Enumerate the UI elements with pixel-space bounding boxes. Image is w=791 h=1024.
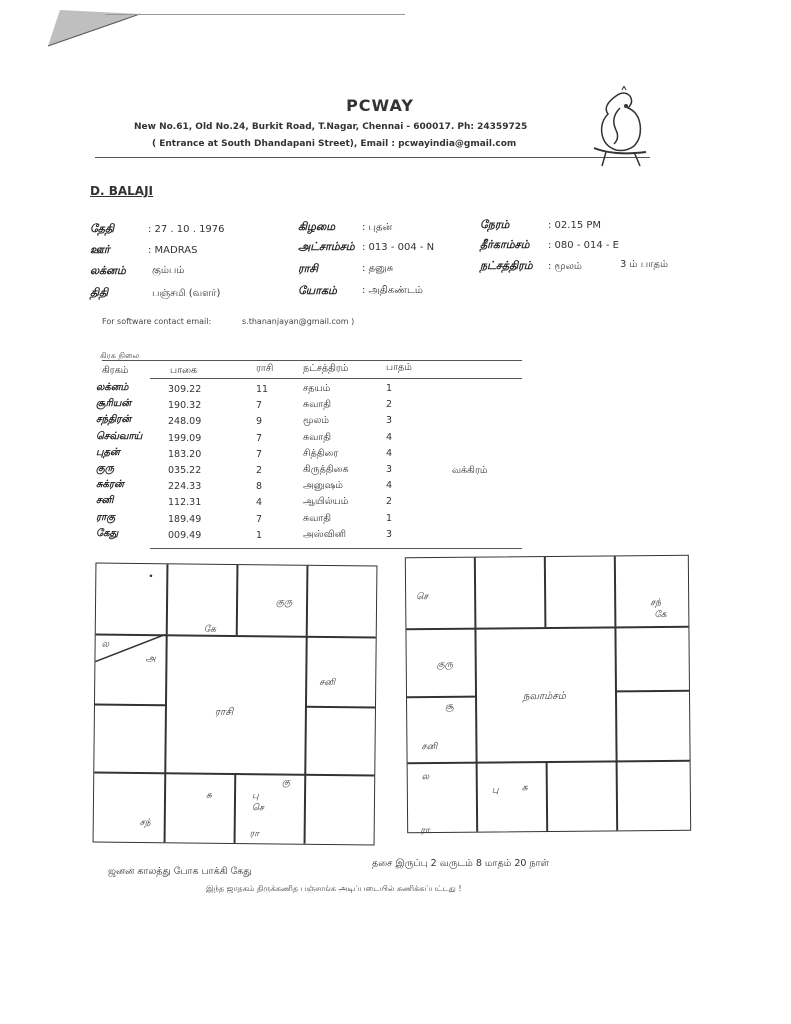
planet-degree: 199.09 [168, 432, 202, 444]
brand-title: PCWAY [346, 96, 414, 115]
planet-rasi: 1 [256, 529, 263, 541]
rasi-house-7: பு [251, 791, 259, 802]
header-divider [95, 157, 650, 158]
paper-fold-corner [0, 0, 140, 60]
planet-name: சந்திரன் [96, 414, 132, 426]
planet-star: சதயம் [303, 383, 331, 394]
planet-rasi: 7 [256, 513, 263, 525]
navamsa-house-3b: கே [654, 609, 667, 621]
planet-degree: 183.20 [168, 448, 202, 460]
planet-rasi: 7 [256, 400, 263, 412]
rasi-house-2: குரு [276, 597, 293, 608]
rasi-house-11: ல [101, 639, 110, 650]
planet-degree: 112.31 [168, 497, 202, 509]
planet-rasi: 7 [256, 448, 263, 460]
planet-name: சூரியன் [96, 398, 132, 410]
planet-table-caption: கிரக நிலை [100, 351, 140, 360]
planet-name: கேது [96, 527, 119, 539]
rasi-chart: • குரு கே ல அ சனி ராசி சந் சு பு செ கு ரா [93, 563, 378, 846]
rasi-house-7b: செ [251, 803, 264, 814]
planet-rasi: 7 [256, 432, 263, 444]
rasi-chart-title: ராசி [214, 706, 234, 718]
planet-pada: 2 [386, 496, 393, 508]
longitude-value: : 080 - 014 - E [548, 240, 619, 251]
planet-star: சுவாதி [303, 512, 332, 524]
planet-note: வக்கிரம் [452, 465, 488, 476]
planet-degree: 189.49 [168, 513, 202, 525]
navamsa-house-3: சந் [650, 598, 662, 609]
planet-name: புதன் [96, 446, 120, 458]
date-label: தேதி [90, 222, 114, 235]
planet-pada: 4 [386, 447, 393, 459]
day-value: : புதன் [362, 222, 393, 233]
nakshatra-value: : மூலம் [548, 261, 582, 272]
date-value: : 27 . 10 . 1976 [148, 224, 225, 235]
rasi-house-4: சனி [319, 677, 336, 689]
software-contact-label: For software contact email: [102, 317, 212, 326]
planet-degree: 248.09 [168, 416, 202, 428]
planet-name: லக்னம் [96, 382, 129, 393]
navamsa-house-11b: சூ [445, 701, 454, 712]
rasi-house-7d: ரா [249, 829, 260, 840]
planet-star: ஆயில்யம் [303, 496, 349, 508]
nakshatra-label: நட்சத்திரம் [480, 259, 533, 272]
planet-degree: 309.22 [168, 384, 202, 395]
planet-rasi: 9 [256, 416, 263, 428]
tithi-label: திதி [90, 286, 109, 299]
table-header-star: நட்சத்திரம் [303, 363, 349, 374]
lagnam-value: கும்பம் [152, 265, 185, 276]
navamsa-house-8b: சு [521, 783, 528, 794]
rasi-house-9: சந் [139, 818, 151, 829]
planet-name: ராகு [96, 511, 116, 523]
dasa-balance-right: தசை இருப்பு 2 வருடம் 8 மாதம் 20 நாள் [372, 858, 550, 869]
navamsa-house-12: செ [416, 592, 429, 603]
longitude-label: தீர்காம்சம் [480, 238, 530, 251]
table-header-planet: கிரகம் [102, 365, 129, 376]
planet-star: சுவாதி [303, 399, 332, 411]
navamsa-house-9b: ரா [420, 826, 430, 837]
navamsa-house-8: பு [491, 785, 499, 796]
planet-name: சனி [96, 495, 114, 507]
planet-pada: 3 [386, 528, 393, 540]
planet-rasi: 4 [256, 497, 263, 509]
planet-pada: 3 [386, 415, 393, 427]
place-label: ஊர் [90, 243, 110, 256]
planet-star: சித்திரை [303, 447, 339, 459]
place-value: : MADRAS [148, 245, 198, 256]
software-contact-email: s.thananjayan@gmail.com ) [242, 317, 355, 326]
table-header-pada: பாதம் [386, 362, 412, 373]
planet-star: கிருத்திகை [303, 464, 349, 475]
person-name: D. BALAJI [90, 184, 153, 198]
planet-pada: 4 [386, 480, 393, 492]
table-bottom-rule [150, 548, 522, 549]
rasi-house-11b: அ [145, 654, 156, 665]
planet-pada: 3 [386, 464, 393, 475]
planet-pada: 1 [386, 512, 393, 524]
planet-pada: 2 [386, 399, 393, 411]
planet-star: அனுஷம் [303, 480, 343, 492]
planet-degree: 224.33 [168, 481, 202, 493]
table-header-rule [150, 378, 522, 379]
planet-rasi: 2 [256, 465, 263, 476]
navamsa-chart [405, 555, 691, 837]
footer-note: இந்த ஜாதகம் திருக்கணித பஞ்சாங்க அடிப்படையில் கணிக்கப்பட்டது ! [206, 884, 462, 893]
navamsa-house-11: குரு [436, 659, 454, 670]
planet-name: செவ்வாய் [96, 430, 143, 442]
rasi-house-8: சு [205, 790, 212, 801]
ganesha-icon [586, 86, 656, 176]
planet-pada: 4 [386, 431, 393, 443]
table-header-degree: பாகை [170, 365, 198, 376]
lagnam-label: லக்னம் [90, 264, 126, 277]
navamsa-house-10: சனி [421, 741, 438, 753]
navamsa-chart-title: நவாம்சம் [522, 690, 566, 703]
planet-degree: 009.49 [168, 529, 202, 541]
planet-star: மூலம் [303, 415, 330, 427]
table-top-rule [102, 360, 522, 361]
yogam-label: யோகம் [298, 284, 337, 297]
rasi-label: ராசி [298, 262, 319, 275]
planet-name: சுக்ரன் [96, 479, 124, 491]
day-label: கிழமை [298, 220, 336, 233]
navamsa-house-9: ல [421, 772, 430, 783]
yogam-value: : அதிகண்டம் [362, 285, 423, 296]
address-line-1: New No.61, Old No.24, Burkit Road, T.Nagar, Chennai - 600017. Ph: 24359725 [134, 122, 528, 132]
planet-pada: 1 [386, 383, 393, 394]
latitude-value: : 013 - 004 - N [362, 242, 435, 253]
rasi-value: : தனுசு [362, 263, 394, 274]
tithi-value: பஞ்சமி (வளர்) [152, 288, 221, 299]
time-value: : 02.15 PM [548, 220, 602, 231]
dasa-balance-left: ஜனன காலத்து போக பாக்கி கேது [108, 866, 252, 877]
latitude-label: அட்சாம்சம் [298, 240, 355, 253]
planet-degree: 035.22 [168, 465, 202, 476]
rasi-house-7c: கு [282, 777, 291, 788]
time-label: நேரம் [480, 218, 510, 231]
top-scan-edge [105, 14, 405, 15]
planet-rasi: 11 [256, 384, 269, 395]
planet-star: அஸ்வினி [303, 528, 346, 540]
planet-degree: 190.32 [168, 400, 202, 412]
planet-rasi: 8 [256, 481, 263, 493]
planet-star: சுவாதி [303, 431, 332, 443]
planet-name: குரு [96, 463, 115, 474]
address-line-2: ( Entrance at South Dhandapani Street), Email : pcwayindia@gmail.com [152, 139, 517, 149]
table-header-rasi: ராசி [256, 363, 274, 374]
nakshatra-pada: 3 ம் பாதம் [620, 259, 668, 270]
rasi-house-2-below: கே [203, 624, 216, 635]
